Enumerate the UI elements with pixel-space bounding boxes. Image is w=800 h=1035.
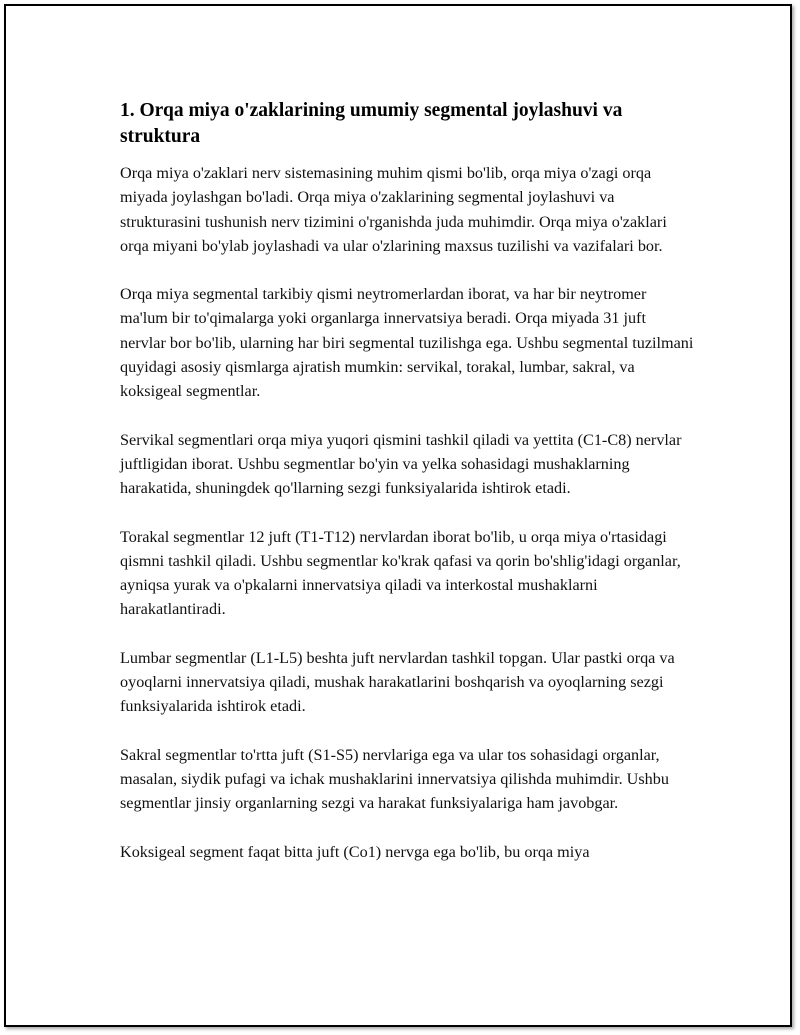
paragraph: Servikal segmentlari orqa miya yuqori qismini tashkil qiladi va yettita (C1-C8) nervlar juftligidan iborat. Ushbu segmentlar bo'yin va yelka sohasidagi mushaklarning harakatida, shuningdek qo'llarning sezgi funksiyalarida ishtirok etadi. [120, 430, 682, 498]
document-page [4, 4, 792, 1027]
paragraph: Orqa miya o'zaklari nerv sistemasining muhim qismi bo'lib, orqa miya o'zagi orqa miyada joylashgan bo'ladi. Orqa miya o'zaklarining segmental joylashuvi va strukturasini tushunish nerv tizimini o'rganishda juda muhimdir. Orqa miya o'zaklari orqa miyani bo'ylab joylashadi va ular o'zlarining maxsus tuzilishi va vazifalari bor. [120, 164, 667, 255]
document-content [120, 98, 695, 888]
paragraph: Sakral segmentlar to'rtta juft (S1-S5) nervlariga ega va ular tos sohasidagi organlar, masalan, siydik pufagi va ichak mushaklarini innervatsiya qilishda muhimdir. Ushbu segmentlar jinsiy organlarning sezgi va harakat funksiyalariga ham javobgar. [120, 745, 669, 813]
paragraph: Orqa miya segmental tarkibiy qismi neytromerlardan iborat, va har bir neytromer ma'lum bir to'qimalarga yoki organlarga innervatsiya beradi. Orqa miyada 31 juft nervlar bor bo'lib, ularning har biri segmental tuzilishga ega. Ushbu segmental tuzilmani quyidagi asosiy qismlarga ajratish mumkin: servikal, torakal, lumbar, sakral, va koksigeal segmentlar. [120, 285, 694, 401]
paragraph: Koksigeal segment faqat bitta juft (Co1) nervga ega bo'lib, bu orqa miya [120, 842, 590, 861]
section-heading: 1. Orqa miya o'zaklarining umumiy segmental joylashuvi va struktura [120, 100, 623, 147]
paragraph: Torakal segmentlar 12 juft (T1-T12) nervlardan iborat bo'lib, u orqa miya o'rtasidagi qismni tashkil qiladi. Ushbu segmentlar ko'krak qafasi va qorin bo'shlig'idagi organlar, ayniqsa yurak va o'pkalarni innervatsiya qiladi va interkostal mushaklarni harakatlantiradi. [120, 527, 681, 619]
paragraph: Lumbar segmentlar (L1-L5) beshta juft nervlardan tashkil topgan. Ular pastki orqa va oyoqlarni innervatsiya qiladi, mushak harakatlarini boshqarish va oyoqlarning sezgi funksiyalarida ishtirok etadi. [120, 648, 675, 716]
